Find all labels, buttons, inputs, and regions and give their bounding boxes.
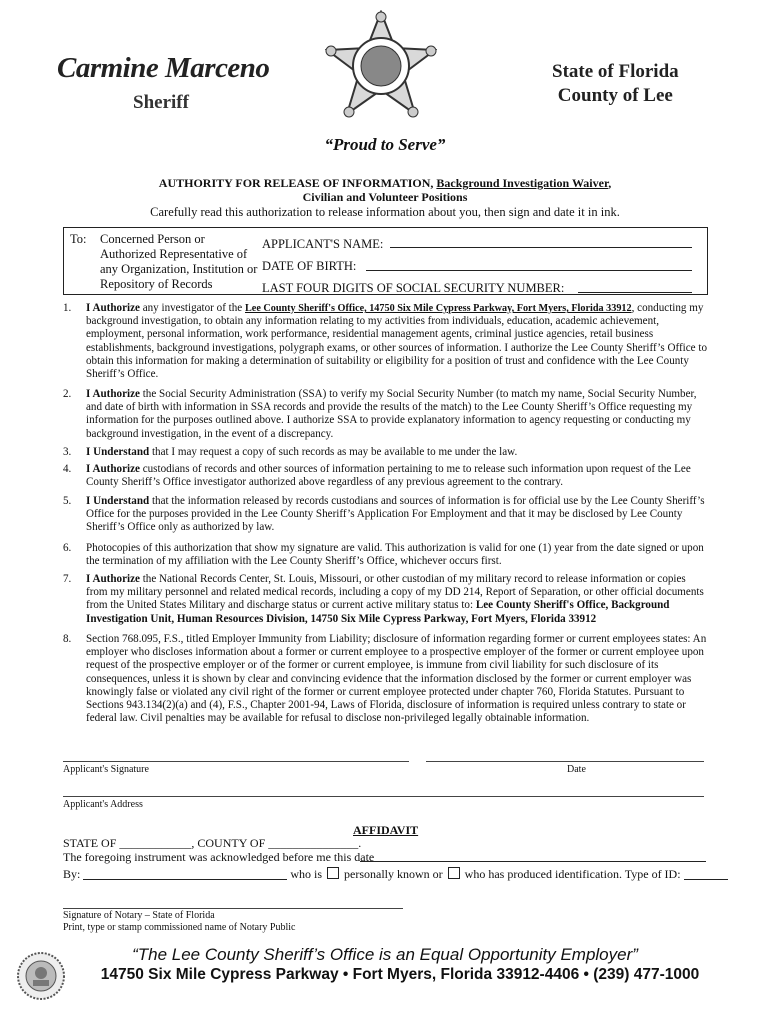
item-lead: I Authorize: [86, 573, 140, 585]
acknowledged-line: The foregoing instrument was acknowledged before me this date: [63, 850, 375, 864]
state-county-block: [552, 60, 679, 108]
title-underlined: Background Investigation Waiver: [436, 176, 609, 190]
item-number: 2.: [63, 388, 72, 400]
item-text: Photocopies of this authorization that show my signature are valid. This authorization is valid for one (1) year from the date signed or upon the termination of my affiliation with the Lee County Sheriff’s Office, whichever occurs first.: [86, 542, 704, 568]
state-line: State of Florida: [552, 61, 679, 82]
item-number: 3.: [63, 446, 72, 458]
ssn-field[interactable]: [578, 292, 692, 293]
item-text: that the information released by records custodians and sources of information is for official use by the Lee County Sheriff’s Office for the purposes provided in the Lee County Sheriff’s Application For Employment and that it may be disclosed by Lee County Sheriff’s Office only as authorized by law.: [86, 495, 705, 534]
item-6: [63, 542, 708, 568]
item-number: 4.: [63, 463, 72, 475]
item-5: [63, 495, 708, 535]
item-text: the National Records Center, St. Louis, Missouri, or other custodian of my military record to release information or copies from my military personnel and related medical records, including a copy of my DD 214, Report of Separation, or other official documents from the United States Military and discharge status or current active military status to:: [86, 573, 704, 612]
item-text: that I may request a copy of such records as may be available to me under the law.: [149, 446, 518, 458]
item-text: custodians of records and other sources of information pertaining to me to release such information upon request of the Lee County Sheriff’s Office investigator authorized above regardless of any previous agreement to the contrary.: [86, 463, 691, 489]
affidavit-title: AFFIDAVIT: [353, 823, 419, 837]
document-subtitle: Civilian and Volunteer Positions: [302, 190, 468, 204]
state-county-line: STATE OF ____________, COUNTY OF _______________.: [63, 836, 362, 850]
item-lead: I Understand: [86, 495, 150, 507]
instructions: Carefully read this authorization to release information about you, then sign and date it in ink.: [150, 205, 620, 219]
sheriff-star-badge-icon: [325, 10, 437, 122]
dob-field[interactable]: [366, 270, 692, 271]
item-number: 7.: [63, 573, 72, 585]
item-2: [63, 388, 708, 441]
to-recipient: Concerned Person or Authorized Representative of any Organization, Institution or Repository of Records: [100, 232, 258, 291]
by-name-field[interactable]: [83, 879, 287, 880]
item-lead: I Authorize: [86, 463, 140, 475]
title-prefix: AUTHORITY FOR RELEASE OF INFORMATION,: [158, 176, 437, 190]
applicant-signature-line[interactable]: [63, 761, 409, 762]
by-line: [63, 867, 708, 882]
motto: “Proud to Serve”: [324, 135, 446, 154]
item-number: 5.: [63, 495, 72, 507]
personally-known-label: personally known or: [344, 867, 443, 881]
applicant-name-field[interactable]: [390, 247, 692, 248]
item-number: 6.: [63, 542, 72, 554]
notary-signature-label: Signature of Notary – State of Florida: [63, 910, 215, 921]
acknowledged-date-field[interactable]: [360, 861, 706, 862]
item-text: any investigator of the: [139, 302, 245, 314]
item-lead: I Understand: [86, 446, 150, 458]
item-bold-address: Lee County Sheriff's Office, Background Investigation Unit, Human Resources Division, 14750 Six Mile Cypress Parkway, Fort Myers, Florida 33912: [86, 599, 670, 625]
equal-opportunity-statement: “The Lee County Sheriff’s Office is an Equal Opportunity Employer”: [132, 945, 638, 964]
item-8: [63, 633, 708, 725]
item-3: [63, 446, 708, 459]
title-suffix: ,: [608, 176, 612, 190]
item-address: Lee County Sheriff's Office, 14750 Six Mile Cypress Parkway, Fort Myers, Florida 33912: [245, 303, 632, 314]
sheriff-title: Sheriff: [133, 92, 189, 113]
ssn-label: LAST FOUR DIGITS OF SOCIAL SECURITY NUMBER:: [262, 281, 565, 295]
dob-label: DATE OF BIRTH:: [262, 259, 357, 273]
county-line: County of Lee: [557, 85, 673, 106]
applicant-address-line[interactable]: [63, 796, 704, 797]
item-number: 1.: [63, 302, 72, 314]
item-7: [63, 573, 708, 626]
sheriff-name: Carmine Marceno: [57, 52, 270, 84]
notary-signature-line[interactable]: [63, 908, 403, 909]
applicant-address-label: Applicant's Address: [63, 799, 143, 810]
item-4: [63, 463, 708, 489]
produced-id-label: who has produced identification. Type of ID:: [464, 867, 681, 881]
produced-id-checkbox[interactable]: [448, 867, 460, 879]
date-label: Date: [567, 764, 586, 775]
document-title: [0, 176, 770, 191]
date-line[interactable]: [426, 761, 704, 762]
notary-print-label: Print, type or stamp commissioned name of Notary Public: [63, 922, 296, 933]
personally-known-checkbox[interactable]: [327, 867, 339, 879]
applicant-name-label: APPLICANT'S NAME:: [262, 237, 384, 251]
item-lead: I Authorize: [86, 388, 140, 400]
applicant-signature-label: Applicant's Signature: [63, 764, 149, 775]
item-text: Section 768.095, F.S., titled Employer Immunity from Liability; disclosure of information regarding former or current employees states: An employer who discloses information about a former or current employee to a prospective employer of the former or current employee upon request of the prospective employer or of the former or current employee, is immune from civil liability for such disclosure of its consequences, unless it is shown by clear and convincing evidence that the information disclosed by the former or current employer was knowingly false or violated any civil right of the former or current employee protected under chapter 760, Florida Statutes. Pursuant to Sections 943.134(2)(a) and (4), F.S., Chapter 2001-94, Laws of Florida, disclosure of information is required unless contrary to state or federal law. Civil penalties may be available for refusal to disclose non-privileged legally obtainable information.: [86, 633, 707, 725]
id-type-field[interactable]: [684, 879, 728, 880]
to-label: To:: [70, 232, 87, 246]
item-lead: I Authorize: [86, 302, 140, 314]
item-text: the Social Security Administration (SSA) to verify my Social Security Number (to match my name, Social Security Number, and date of birth with information in SSA records and provide the results of the match) to the Lee County Sheriff’s Office requesting my information for the purposes outlined above. I authorize SSA to provide explanatory information to agency requesting or conducting my background investigation, in the event of a discrepancy.: [86, 388, 697, 440]
by-label: By:: [63, 867, 81, 881]
who-is-label: who is: [290, 867, 323, 881]
item-number: 8.: [63, 633, 72, 645]
item-1: [63, 302, 708, 381]
office-address: 14750 Six Mile Cypress Parkway • Fort Myers, Florida 33912-4406 • (239) 477-1000: [100, 966, 700, 983]
item-text: , conducting my background investigation, to obtain any information relating to my activities from individuals, education, academic achievement, employment, personal information, work performance, residential management agents, criminal justice agencies, retail business establishments, background investigations, polygraph exams, or other sources of information. I authorize the Lee County Sheriff’s Office to obtain this information for making a determination of suitability or eligibility for a position of trust and confidence with the Lee County Sheriff’s Office.: [86, 302, 707, 381]
